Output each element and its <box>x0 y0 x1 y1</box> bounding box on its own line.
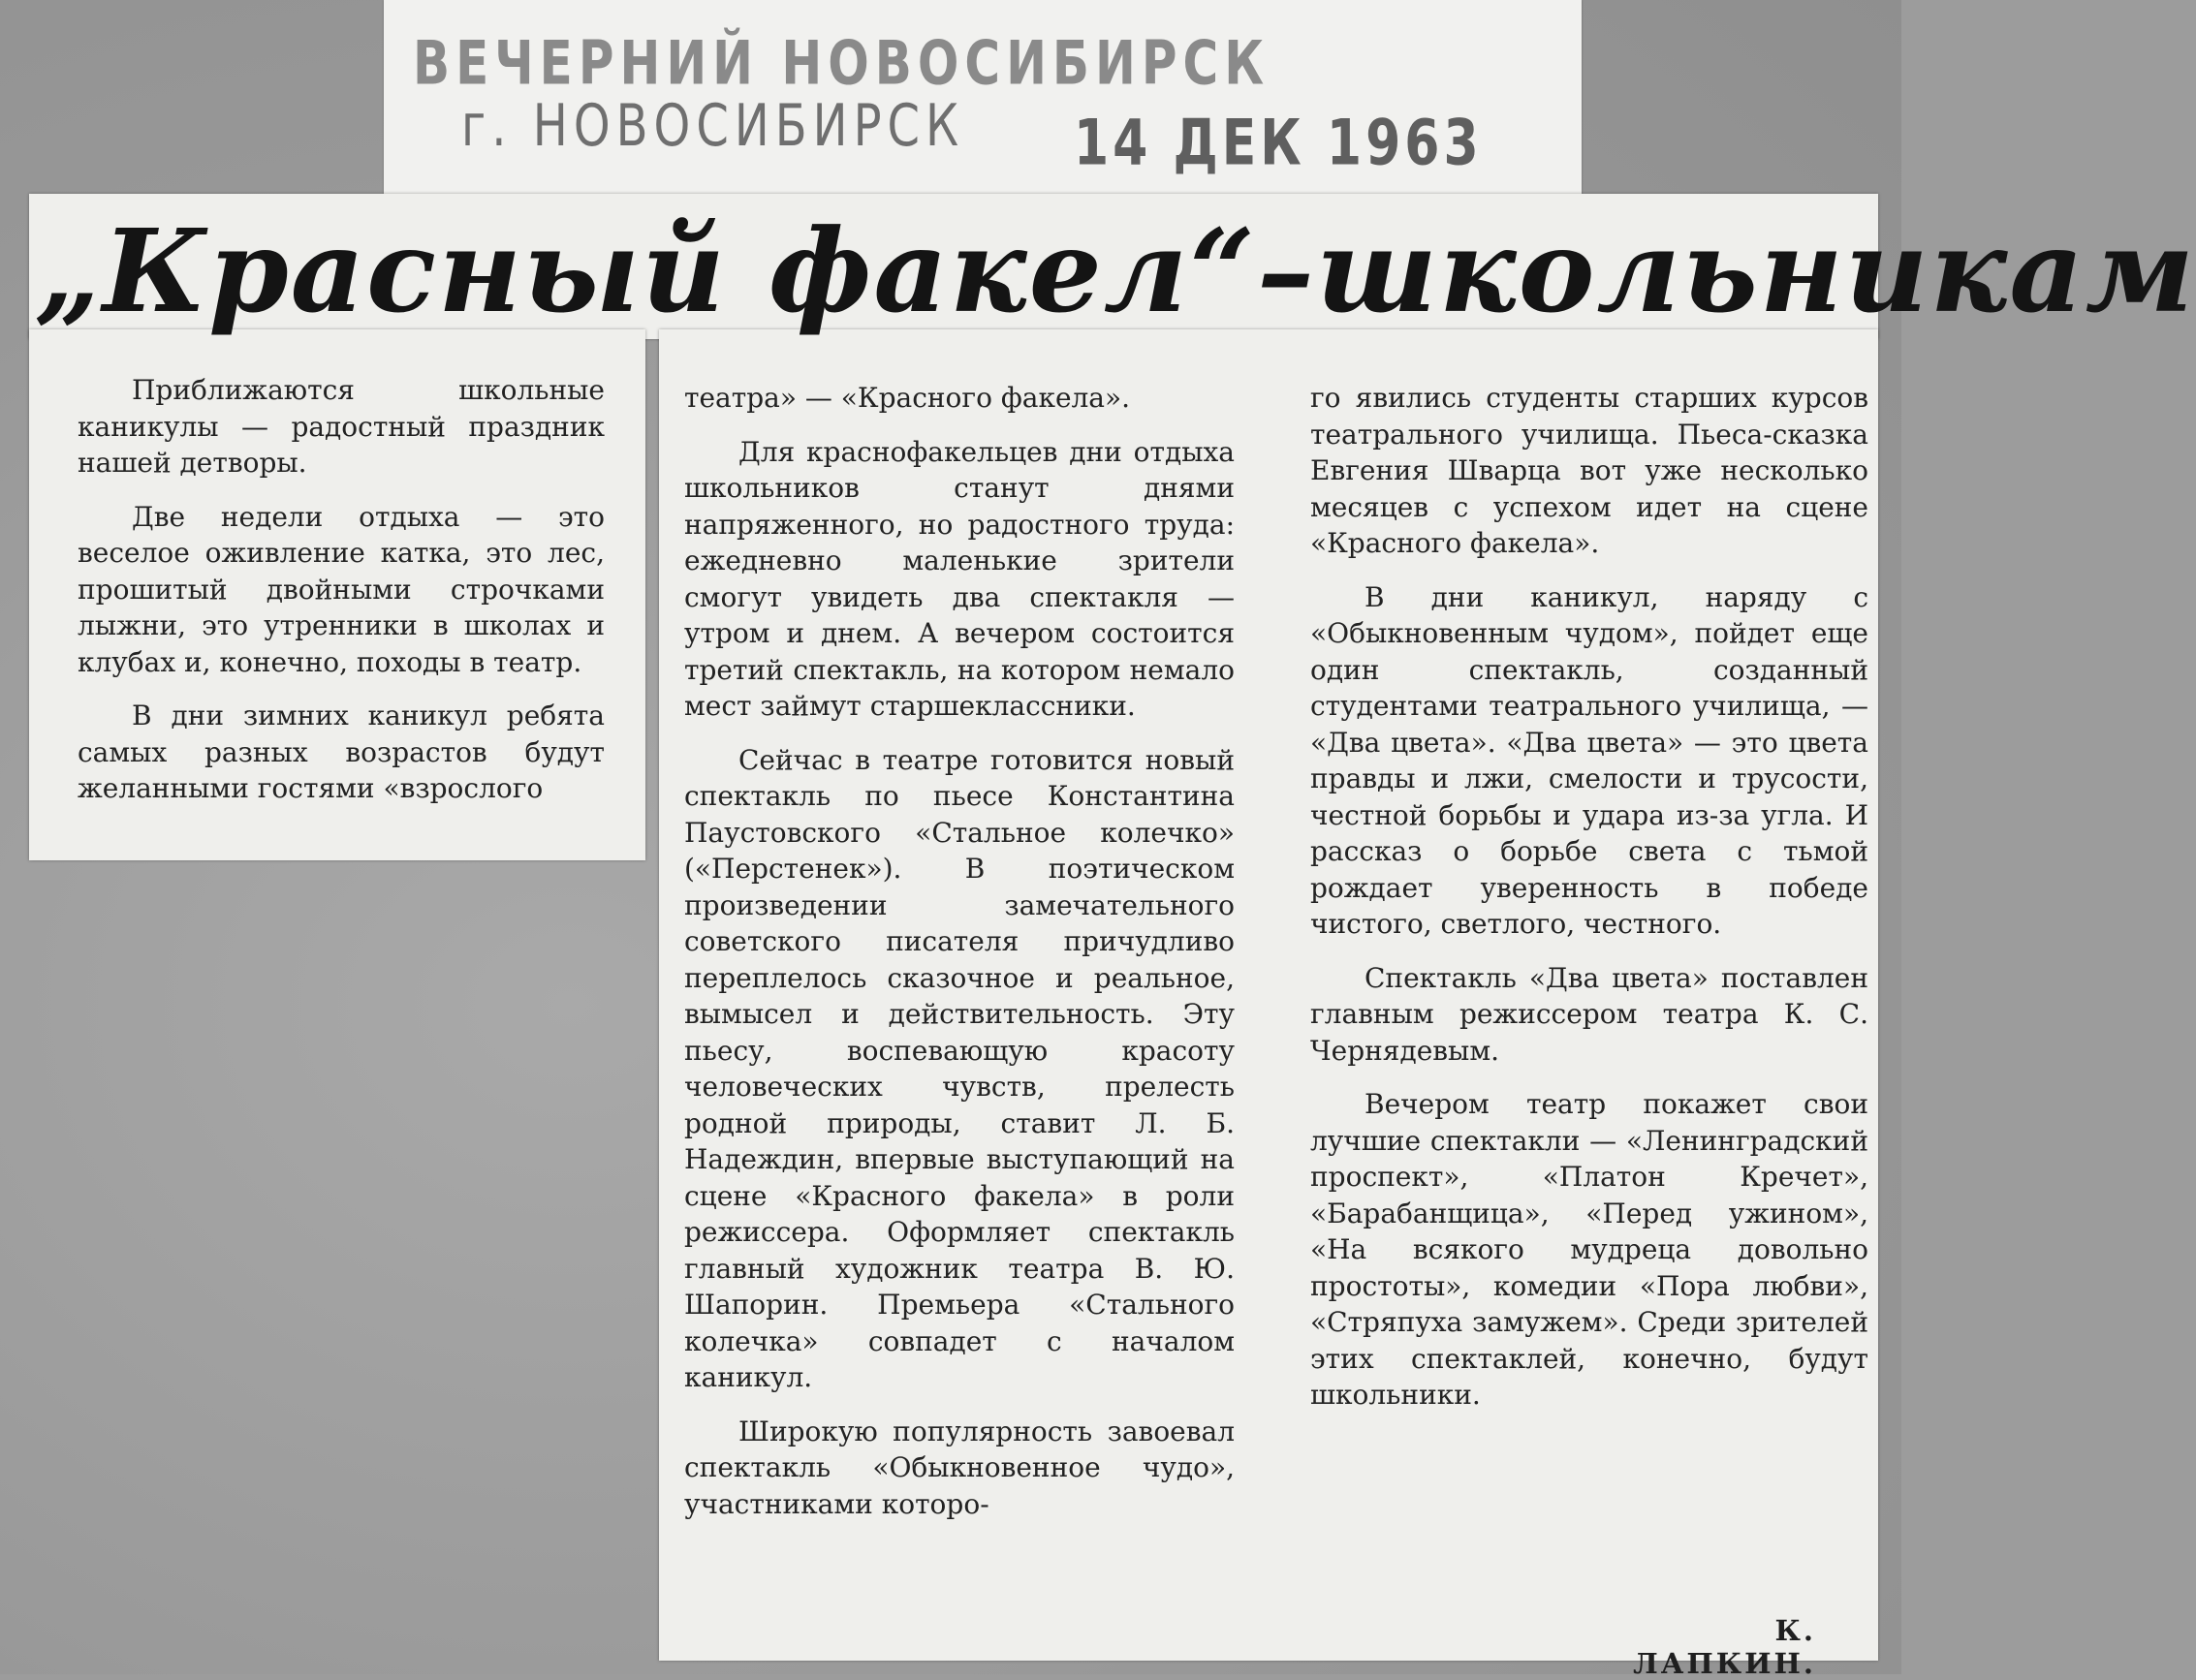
article-column-2 <box>684 380 1235 1540</box>
paragraph: Сейчас в театре готовится новый спектакль по пьесе Константина Паустовского «Стальное колечко» («Перстенек»). В поэтическом произведении замечательного советского писателя причудливо переплелось сказочное и реальное, вымысел и действительность. Эту пьесу, воспевающую красоту человеческих чувств, прелесть родной природы, ставит Л. Б. Надеждин, впервые выступающий на сцене «Красного факела» в роли режиссера. Оформляет спектакль главный художник театра В. Ю. Шапорин. Премьера «Стального колечка» совпадет с началом каникул. <box>684 743 1235 1393</box>
article-column-1 <box>78 372 605 824</box>
paragraph: Спектакль «Два цвета» поставлен главным режиссером театра К. С. Чернядевым. <box>1310 961 1868 1067</box>
stamp-city: г. НОВОСИБИРСК <box>461 92 965 160</box>
paragraph: В дни зимних каникул ребята самых разных возрастов будут желанными гостями «взрослого <box>78 700 605 804</box>
paragraph: Две недели отдыха — это веселое оживление катка, это лес, прошитый двойными строчками лыжни, это утренники в школах и клубах и, конечно, походы в театр. <box>78 500 605 678</box>
paragraph: театра» — «Красного факела». <box>684 382 1131 414</box>
article-column-3 <box>1310 380 1868 1431</box>
paragraph: Для краснофакельцев дни отдыха школьников станут днями напряженного, но радостного труда: ежедневно маленькие зрители смогут увидеть два спектакля — утром и днем. А вечером состоится третий спектакль, на котором немало мест займут старшеклассники. <box>684 435 1235 722</box>
paragraph: го явились студенты старших курсов театрального училища. Пьеса-сказка Евгения Шварца вот уже несколько месяцев с успехом идет на сцене «Красного факела». <box>1310 382 1868 559</box>
paragraph: Приближаются школьные каникулы — радостный праздник нашей детворы. <box>78 374 605 479</box>
stamp-newspaper-name: ВЕЧЕРНИЙ НОВОСИБИРСК <box>413 27 1271 99</box>
paragraph: Широкую популярность завоевал спектакль «Обыкновенное чудо», участниками которо- <box>684 1415 1235 1520</box>
stamp-date: 14 ДЕК 1963 <box>1074 107 1483 180</box>
paragraph: Вечером театр покажет свои лучшие спектакли — «Ленинградский проспект», «Платон Кречет», «Барабанщица», «Перед ужином», «На всякого мудреца довольно простоты», комедии «Пора любви», «Стряпуха замужем». Среди зрителей этих спектаклей, конечно, будут школьники. <box>1310 1088 1868 1411</box>
author-signature: К. ЛАПКИН. <box>1633 1614 1816 1680</box>
paragraph: В дни каникул, наряду с «Обыкновенным чудом», пойдет еще один спектакль, созданный студентами театрального училища, — «Два цвета». «Два цвета» — это цвета правды и лжи, смелости и трусости, честной борьбы и удара из-за угла. И рассказ о борьбе света с тьмой рождает уверенность в победе чистого, светлого, честного. <box>1310 580 1868 940</box>
article-headline: „Красный факел“–школьникам <box>35 203 2196 338</box>
